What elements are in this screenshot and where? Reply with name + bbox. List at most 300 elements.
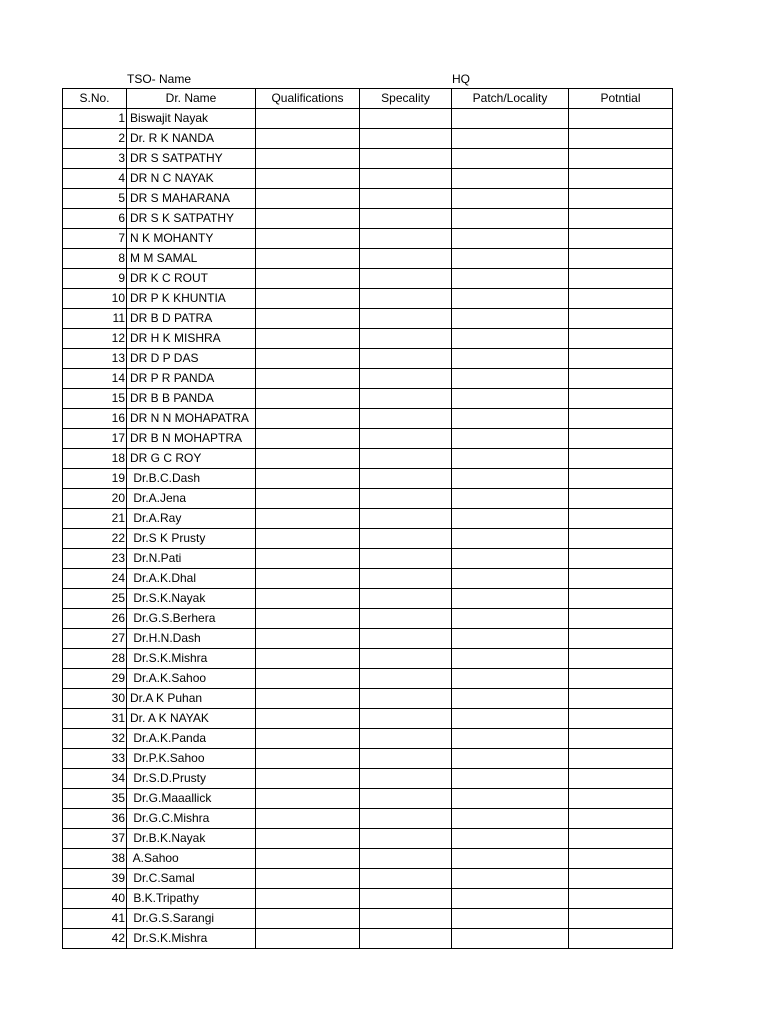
row-qualifications-cell [256, 609, 360, 629]
row-dr-name: Dr.G.Maaallick [127, 789, 256, 809]
row-qualifications-cell [256, 889, 360, 909]
row-patch-locality-cell [452, 129, 569, 149]
row-dr-name: Dr.A.Ray [127, 509, 256, 529]
row-sno: 16 [63, 409, 127, 429]
row-sno: 5 [63, 189, 127, 209]
row-speciality-cell [360, 709, 452, 729]
row-patch-locality-cell [452, 789, 569, 809]
row-sno: 8 [63, 249, 127, 269]
column-header-speciality: Specality [360, 89, 452, 109]
row-potential-cell [569, 289, 673, 309]
row-dr-name: Dr.S K Prusty [127, 529, 256, 549]
row-qualifications-cell [256, 349, 360, 369]
row-dr-name: DR K C ROUT [127, 269, 256, 289]
row-dr-name: Dr.P.K.Sahoo [127, 749, 256, 769]
row-qualifications-cell [256, 669, 360, 689]
row-speciality-cell [360, 389, 452, 409]
row-sno: 2 [63, 129, 127, 149]
row-qualifications-cell [256, 369, 360, 389]
table-row [63, 929, 673, 949]
row-qualifications-cell [256, 389, 360, 409]
row-patch-locality-cell [452, 589, 569, 609]
row-qualifications-cell [256, 809, 360, 829]
row-speciality-cell [360, 689, 452, 709]
row-sno: 12 [63, 329, 127, 349]
row-patch-locality-cell [452, 529, 569, 549]
row-speciality-cell [360, 529, 452, 549]
row-patch-locality-cell [452, 569, 569, 589]
row-qualifications-cell [256, 249, 360, 269]
row-sno: 27 [63, 629, 127, 649]
row-potential-cell [569, 129, 673, 149]
row-sno: 4 [63, 169, 127, 189]
row-sno: 11 [63, 309, 127, 329]
table-row [63, 509, 673, 529]
row-qualifications-cell [256, 129, 360, 149]
row-dr-name: Dr.C.Samal [127, 869, 256, 889]
row-dr-name: DR B N MOHAPTRA [127, 429, 256, 449]
row-patch-locality-cell [452, 489, 569, 509]
row-qualifications-cell [256, 309, 360, 329]
row-potential-cell [569, 769, 673, 789]
row-sno: 25 [63, 589, 127, 609]
row-patch-locality-cell [452, 509, 569, 529]
row-dr-name: A.Sahoo [127, 849, 256, 869]
row-qualifications-cell [256, 189, 360, 209]
row-potential-cell [569, 409, 673, 429]
row-sno: 37 [63, 829, 127, 849]
row-patch-locality-cell [452, 829, 569, 849]
row-dr-name: DR N N MOHAPATRA [127, 409, 256, 429]
header-row [63, 89, 673, 109]
row-speciality-cell [360, 889, 452, 909]
row-potential-cell [569, 909, 673, 929]
row-speciality-cell [360, 449, 452, 469]
row-dr-name: Dr.A.K.Panda [127, 729, 256, 749]
row-patch-locality-cell [452, 109, 569, 129]
row-speciality-cell [360, 329, 452, 349]
row-potential-cell [569, 429, 673, 449]
row-dr-name: Dr.H.N.Dash [127, 629, 256, 649]
table-row [63, 869, 673, 889]
table-row [63, 689, 673, 709]
row-sno: 38 [63, 849, 127, 869]
row-sno: 33 [63, 749, 127, 769]
row-potential-cell [569, 329, 673, 349]
row-dr-name: M M SAMAL [127, 249, 256, 269]
row-patch-locality-cell [452, 189, 569, 209]
row-dr-name: Dr.S.K.Nayak [127, 589, 256, 609]
row-sno: 42 [63, 929, 127, 949]
row-patch-locality-cell [452, 769, 569, 789]
row-sno: 32 [63, 729, 127, 749]
row-sno: 34 [63, 769, 127, 789]
table-row [63, 729, 673, 749]
row-patch-locality-cell [452, 889, 569, 909]
row-potential-cell [569, 729, 673, 749]
row-qualifications-cell [256, 109, 360, 129]
row-speciality-cell [360, 269, 452, 289]
row-speciality-cell [360, 189, 452, 209]
table-row [63, 489, 673, 509]
row-speciality-cell [360, 809, 452, 829]
row-sno: 9 [63, 269, 127, 289]
row-qualifications-cell [256, 829, 360, 849]
row-speciality-cell [360, 929, 452, 949]
row-patch-locality-cell [452, 169, 569, 189]
row-patch-locality-cell [452, 429, 569, 449]
row-dr-name: Dr.G.S.Berhera [127, 609, 256, 629]
column-header-patch-locality: Patch/Locality [452, 89, 569, 109]
row-speciality-cell [360, 249, 452, 269]
table-row [63, 369, 673, 389]
row-dr-name: DR B D PATRA [127, 309, 256, 329]
table-row [63, 229, 673, 249]
row-potential-cell [569, 209, 673, 229]
row-dr-name: DR D P DAS [127, 349, 256, 369]
row-potential-cell [569, 309, 673, 329]
table-row [63, 169, 673, 189]
row-patch-locality-cell [452, 269, 569, 289]
row-sno: 35 [63, 789, 127, 809]
row-dr-name: DR H K MISHRA [127, 329, 256, 349]
row-dr-name: Dr.G.C.Mishra [127, 809, 256, 829]
table-row [63, 189, 673, 209]
row-speciality-cell [360, 169, 452, 189]
row-patch-locality-cell [452, 329, 569, 349]
row-patch-locality-cell [452, 369, 569, 389]
row-dr-name: Dr.B.C.Dash [127, 469, 256, 489]
row-dr-name: Dr.S.K.Mishra [127, 649, 256, 669]
row-dr-name: DR P K KHUNTIA [127, 289, 256, 309]
row-qualifications-cell [256, 929, 360, 949]
table-row [63, 129, 673, 149]
table-row [63, 269, 673, 289]
row-speciality-cell [360, 649, 452, 669]
table-row [63, 549, 673, 569]
table-row [63, 149, 673, 169]
row-dr-name: Dr.B.K.Nayak [127, 829, 256, 849]
row-potential-cell [569, 249, 673, 269]
row-potential-cell [569, 829, 673, 849]
row-speciality-cell [360, 589, 452, 609]
row-speciality-cell [360, 129, 452, 149]
row-potential-cell [569, 189, 673, 209]
table-row [63, 789, 673, 809]
row-potential-cell [569, 789, 673, 809]
row-potential-cell [569, 869, 673, 889]
row-potential-cell [569, 689, 673, 709]
row-speciality-cell [360, 149, 452, 169]
row-patch-locality-cell [452, 669, 569, 689]
row-sno: 30 [63, 689, 127, 709]
row-speciality-cell [360, 349, 452, 369]
row-patch-locality-cell [452, 749, 569, 769]
row-potential-cell [569, 609, 673, 629]
row-qualifications-cell [256, 769, 360, 789]
row-patch-locality-cell [452, 449, 569, 469]
row-speciality-cell [360, 789, 452, 809]
table-row [63, 709, 673, 729]
row-potential-cell [569, 229, 673, 249]
row-speciality-cell [360, 749, 452, 769]
row-patch-locality-cell [452, 909, 569, 929]
row-sno: 26 [63, 609, 127, 629]
row-sno: 21 [63, 509, 127, 529]
row-speciality-cell [360, 609, 452, 629]
row-dr-name: DR S MAHARANA [127, 189, 256, 209]
row-qualifications-cell [256, 209, 360, 229]
row-sno: 40 [63, 889, 127, 909]
row-qualifications-cell [256, 569, 360, 589]
row-potential-cell [569, 509, 673, 529]
row-sno: 39 [63, 869, 127, 889]
row-speciality-cell [360, 729, 452, 749]
row-speciality-cell [360, 309, 452, 329]
table-row [63, 609, 673, 629]
row-speciality-cell [360, 669, 452, 689]
row-sno: 15 [63, 389, 127, 409]
row-qualifications-cell [256, 789, 360, 809]
row-sno: 31 [63, 709, 127, 729]
row-potential-cell [569, 549, 673, 569]
row-potential-cell [569, 709, 673, 729]
row-patch-locality-cell [452, 929, 569, 949]
row-patch-locality-cell [452, 209, 569, 229]
row-speciality-cell [360, 409, 452, 429]
row-patch-locality-cell [452, 649, 569, 669]
row-qualifications-cell [256, 709, 360, 729]
row-qualifications-cell [256, 269, 360, 289]
row-sno: 1 [63, 109, 127, 129]
row-speciality-cell [360, 829, 452, 849]
row-patch-locality-cell [452, 409, 569, 429]
table-row [63, 529, 673, 549]
row-potential-cell [569, 929, 673, 949]
row-dr-name: Dr.S.K.Mishra [127, 929, 256, 949]
table-row [63, 589, 673, 609]
row-qualifications-cell [256, 549, 360, 569]
row-speciality-cell [360, 769, 452, 789]
doctor-list-table [62, 88, 673, 949]
table-row [63, 389, 673, 409]
row-qualifications-cell [256, 469, 360, 489]
row-sno: 17 [63, 429, 127, 449]
row-potential-cell [569, 669, 673, 689]
row-dr-name: DR S SATPATHY [127, 149, 256, 169]
row-potential-cell [569, 569, 673, 589]
row-qualifications-cell [256, 149, 360, 169]
row-potential-cell [569, 269, 673, 289]
row-dr-name: Dr.A.K.Dhal [127, 569, 256, 589]
hq-label: HQ [452, 72, 470, 86]
row-dr-name: Dr.A.Jena [127, 489, 256, 509]
row-patch-locality-cell [452, 229, 569, 249]
row-speciality-cell [360, 209, 452, 229]
row-speciality-cell [360, 629, 452, 649]
row-sno: 24 [63, 569, 127, 589]
row-qualifications-cell [256, 909, 360, 929]
row-speciality-cell [360, 569, 452, 589]
tso-name-label: TSO- Name [127, 72, 192, 86]
table-row [63, 849, 673, 869]
column-header-dr-name: Dr. Name [127, 89, 256, 109]
row-dr-name: DR N C NAYAK [127, 169, 256, 189]
row-dr-name: DR S K SATPATHY [127, 209, 256, 229]
row-sno: 20 [63, 489, 127, 509]
row-patch-locality-cell [452, 869, 569, 889]
row-sno: 13 [63, 349, 127, 369]
row-potential-cell [569, 369, 673, 389]
row-speciality-cell [360, 229, 452, 249]
column-header-sno: S.No. [63, 89, 127, 109]
row-sno: 10 [63, 289, 127, 309]
row-patch-locality-cell [452, 149, 569, 169]
table-row [63, 749, 673, 769]
row-sno: 41 [63, 909, 127, 929]
table-row [63, 469, 673, 489]
table-row [63, 629, 673, 649]
row-qualifications-cell [256, 429, 360, 449]
row-speciality-cell [360, 429, 452, 449]
row-speciality-cell [360, 289, 452, 309]
row-sno: 14 [63, 369, 127, 389]
row-dr-name: B.K.Tripathy [127, 889, 256, 909]
row-potential-cell [569, 469, 673, 489]
table-row [63, 349, 673, 369]
table-row [63, 329, 673, 349]
row-qualifications-cell [256, 729, 360, 749]
table-row [63, 649, 673, 669]
row-speciality-cell [360, 489, 452, 509]
row-qualifications-cell [256, 289, 360, 309]
row-patch-locality-cell [452, 629, 569, 649]
table-row [63, 209, 673, 229]
row-potential-cell [569, 849, 673, 869]
table-header [63, 89, 673, 109]
table-row [63, 669, 673, 689]
row-speciality-cell [360, 369, 452, 389]
row-qualifications-cell [256, 689, 360, 709]
row-qualifications-cell [256, 229, 360, 249]
row-speciality-cell [360, 909, 452, 929]
table-row [63, 289, 673, 309]
row-dr-name: DR G C ROY [127, 449, 256, 469]
row-sno: 36 [63, 809, 127, 829]
row-potential-cell [569, 489, 673, 509]
table-row [63, 309, 673, 329]
row-dr-name: Dr.G.S.Sarangi [127, 909, 256, 929]
row-patch-locality-cell [452, 289, 569, 309]
row-patch-locality-cell [452, 809, 569, 829]
row-qualifications-cell [256, 169, 360, 189]
row-dr-name: N K MOHANTY [127, 229, 256, 249]
row-sno: 19 [63, 469, 127, 489]
table-row [63, 809, 673, 829]
row-patch-locality-cell [452, 469, 569, 489]
row-dr-name: Dr. R K NANDA [127, 129, 256, 149]
row-patch-locality-cell [452, 689, 569, 709]
table-row [63, 109, 673, 129]
row-patch-locality-cell [452, 849, 569, 869]
row-patch-locality-cell [452, 349, 569, 369]
row-speciality-cell [360, 509, 452, 529]
table-body [63, 109, 673, 949]
row-patch-locality-cell [452, 729, 569, 749]
row-dr-name: Biswajit Nayak [127, 109, 256, 129]
row-sno: 7 [63, 229, 127, 249]
row-dr-name: DR P R PANDA [127, 369, 256, 389]
row-dr-name: Dr.S.D.Prusty [127, 769, 256, 789]
row-potential-cell [569, 389, 673, 409]
row-qualifications-cell [256, 489, 360, 509]
row-potential-cell [569, 649, 673, 669]
row-sno: 28 [63, 649, 127, 669]
row-qualifications-cell [256, 589, 360, 609]
row-dr-name: Dr.N.Pati [127, 549, 256, 569]
column-header-potential: Potntial [569, 89, 673, 109]
document-header [62, 71, 671, 87]
row-qualifications-cell [256, 529, 360, 549]
row-qualifications-cell [256, 509, 360, 529]
row-dr-name: Dr.A K Puhan [127, 689, 256, 709]
row-speciality-cell [360, 849, 452, 869]
table-row [63, 829, 673, 849]
row-qualifications-cell [256, 409, 360, 429]
row-qualifications-cell [256, 649, 360, 669]
table-row [63, 409, 673, 429]
row-sno: 22 [63, 529, 127, 549]
row-speciality-cell [360, 549, 452, 569]
row-potential-cell [569, 349, 673, 369]
table-row [63, 909, 673, 929]
row-potential-cell [569, 629, 673, 649]
table-row [63, 449, 673, 469]
table-row [63, 889, 673, 909]
row-qualifications-cell [256, 629, 360, 649]
row-patch-locality-cell [452, 309, 569, 329]
row-dr-name: DR B B PANDA [127, 389, 256, 409]
row-qualifications-cell [256, 869, 360, 889]
row-potential-cell [569, 749, 673, 769]
row-potential-cell [569, 589, 673, 609]
row-qualifications-cell [256, 749, 360, 769]
row-patch-locality-cell [452, 549, 569, 569]
row-potential-cell [569, 109, 673, 129]
row-sno: 18 [63, 449, 127, 469]
row-patch-locality-cell [452, 609, 569, 629]
row-speciality-cell [360, 469, 452, 489]
row-potential-cell [569, 889, 673, 909]
row-sno: 6 [63, 209, 127, 229]
row-speciality-cell [360, 869, 452, 889]
row-potential-cell [569, 529, 673, 549]
row-sno: 23 [63, 549, 127, 569]
row-patch-locality-cell [452, 389, 569, 409]
row-dr-name: Dr. A K NAYAK [127, 709, 256, 729]
table-row [63, 249, 673, 269]
row-speciality-cell [360, 109, 452, 129]
row-qualifications-cell [256, 329, 360, 349]
table-row [63, 569, 673, 589]
row-patch-locality-cell [452, 249, 569, 269]
column-header-qualifications: Qualifications [256, 89, 360, 109]
row-sno: 3 [63, 149, 127, 169]
row-dr-name: Dr.A.K.Sahoo [127, 669, 256, 689]
row-qualifications-cell [256, 849, 360, 869]
row-potential-cell [569, 149, 673, 169]
row-patch-locality-cell [452, 709, 569, 729]
